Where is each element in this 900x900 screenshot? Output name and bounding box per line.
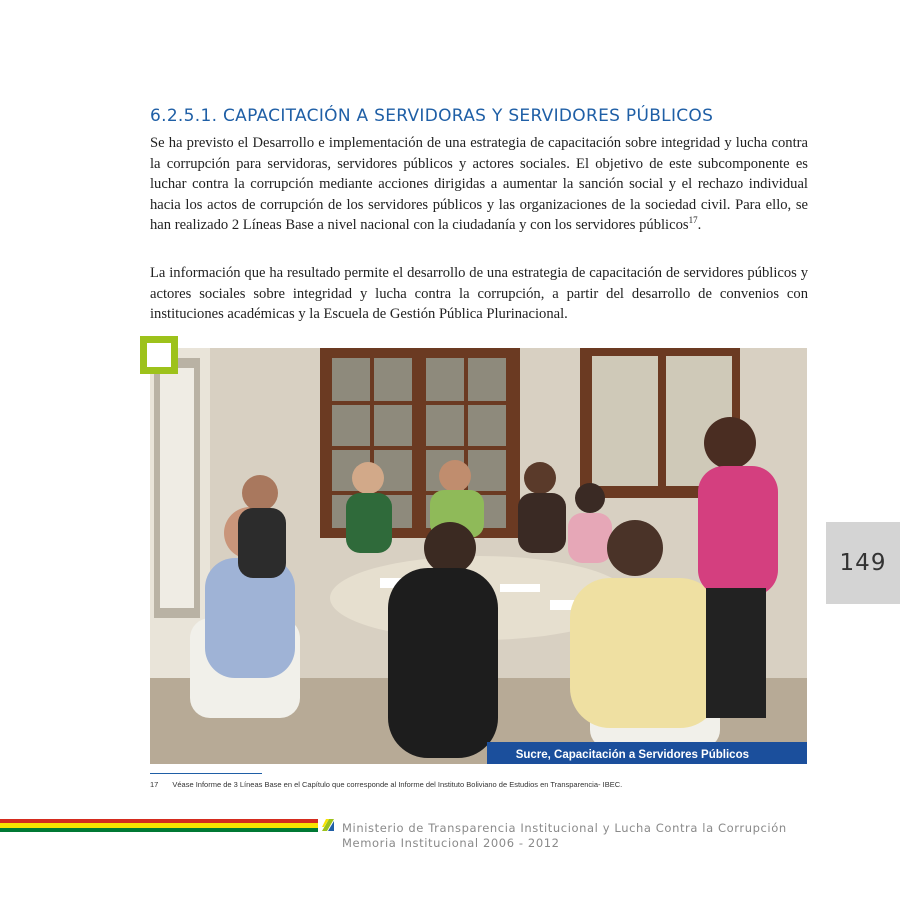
- photo-caption: Sucre, Capacitación a Servidores Públicos: [515, 749, 749, 761]
- meeting-photo-illustration: [150, 348, 807, 764]
- footer-ministry: Ministerio de Transparencia Institucional y Lucha Contra la Corrupción: [342, 821, 787, 835]
- bolivian-flag-stripe: [0, 819, 318, 832]
- footnote-divider: [150, 773, 262, 774]
- ministry-logo-icon: [322, 819, 334, 831]
- paragraph-1-text: Se ha previsto el Desarrollo e implementación de una estrategia de capacitación sobre integridad y lucha contra la corrupción para servidoras, servidores públicos y actores sociales. El objetivo de este subcomponente es luchar contra la corrupción mediante acciones dirigidas a aumentar la sanción social y el rechazo individual hacia los actos de corrupción de los servidores públicos y las organizaciones de la sociedad civil. Para ello, se han realizado 2 Líneas Base a nivel nacional con la ciudadanía y con los servidores públicos: [150, 135, 808, 234]
- paragraph-2: La información que ha resultado permite el desarrollo de una estrategia de capacitación de servidores públicos y actores sociales sobre integridad y lucha contra la corrupción, a partir del desarrollo de convenios con instituciones académicas y la Escuela de Gestión Pública Plurinacional.: [150, 265, 808, 323]
- meeting-photo: [150, 348, 807, 764]
- flag-green-band: [0, 828, 318, 832]
- paragraph-1-end: .: [697, 217, 702, 234]
- footnote-number: 17: [150, 780, 159, 789]
- page-number-tab: [826, 522, 900, 604]
- green-square-decoration: [140, 336, 178, 374]
- footnote-ref[interactable]: 17: [688, 215, 698, 226]
- footnote: [150, 780, 810, 789]
- footer: [342, 821, 787, 851]
- page-number: 149: [839, 550, 887, 576]
- paragraph-1: [150, 133, 808, 236]
- footnote-text: Véase Informe de 3 Líneas Base en el Capítulo que corresponde al Informe del Instituto Boliviano de Estudios en Transparencia- IBEC.: [172, 780, 623, 789]
- footer-memoria: Memoria Institucional 2006 - 2012: [342, 836, 560, 850]
- section-heading: 6.2.5.1. CAPACITACIÓN A SERVIDORAS Y SERVIDORES PÚBLICOS: [150, 106, 714, 126]
